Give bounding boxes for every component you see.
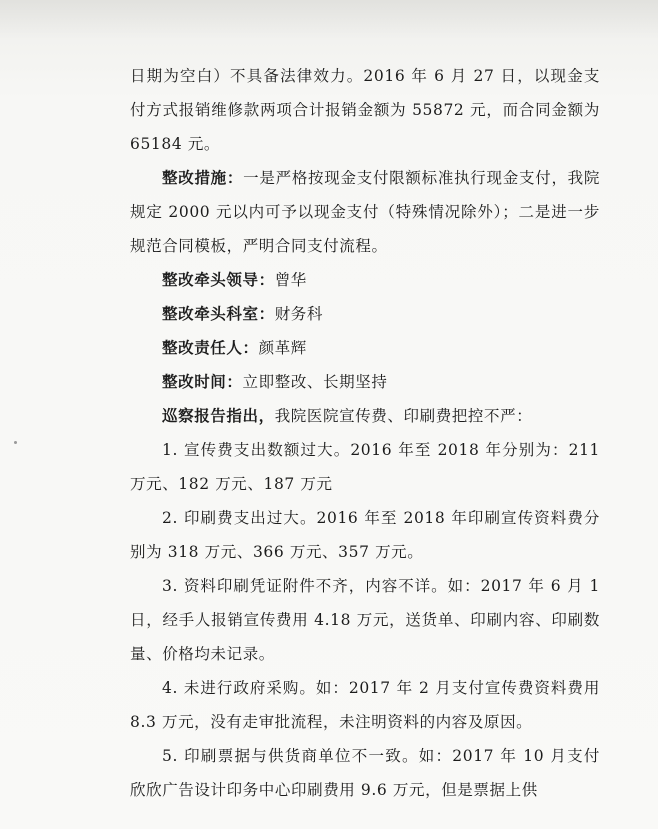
- paragraph-lead-department: [130, 297, 600, 331]
- paragraph-text: 2. 印刷费支出过大。2016 年至 2018 年印刷宣传资料费分别为 318 万元、366 万元、357 万元。: [130, 509, 600, 561]
- section-heading: 整改牵头领导：: [162, 270, 275, 289]
- section-heading: 整改时间：: [162, 372, 243, 391]
- paragraph-text: 4. 未进行政府采购。如：2017 年 2 月支付宣传费资料费用 8.3 万元，没有走审批流程，未注明资料的内容及原因。: [130, 679, 600, 731]
- paragraph-rectification-time: [130, 365, 600, 399]
- paragraph-inspection-report: [130, 399, 600, 433]
- paragraph-text: 财务科: [274, 305, 324, 323]
- section-heading: 整改牵头科室：: [162, 304, 275, 323]
- paragraph-text: 3. 资料印刷凭证附件不齐，内容不详。如：2017 年 6 月 1 日，经手人报销宣传费用 4.18 万元，送货单、印刷内容、印刷数量、价格均未记录。: [130, 577, 600, 663]
- list-item-voucher-attachments: [130, 569, 600, 671]
- list-item-publicity-expense: [130, 433, 600, 501]
- scan-speck: [14, 441, 17, 444]
- section-heading: 整改措施：: [162, 168, 244, 187]
- paragraph-text: 立即整改、长期坚持: [242, 373, 388, 391]
- paragraph-text: 5. 印刷票据与供货商单位不一致。如：2017 年 10 月支付欣欣广告设计印务中心印刷费用 9.6 万元，但是票据上供: [130, 747, 600, 799]
- paragraph-text: 我院医院宣传费、印刷费把控不严：: [274, 407, 533, 425]
- section-heading: 巡察报告指出，: [162, 406, 275, 425]
- paragraph-cash-payment: [130, 59, 600, 161]
- document-body: [130, 59, 600, 807]
- paragraph-text: 日期为空白）不具备法律效力。2016 年 6 月 27 日，以现金支付方式报销维修款两项合计报销金额为 55872 元，而合同金额为 65184 元。: [130, 67, 600, 153]
- scan-shadow: [0, 0, 658, 40]
- paragraph-responsible-person: [130, 331, 600, 365]
- paragraph-text: 颜革辉: [258, 339, 307, 357]
- paragraph-text: 曾华: [274, 271, 307, 289]
- paragraph-rectification-measures: [130, 161, 600, 263]
- list-item-invoice-mismatch: [130, 739, 600, 807]
- list-item-printing-expense: [130, 501, 600, 569]
- list-item-government-procurement: [130, 671, 600, 739]
- paragraph-lead-leader: [130, 263, 600, 297]
- paragraph-text: 一是严格按现金支付限额标准执行现金支付，我院规定 2000 元以内可予以现金支付（特殊情况除外）；二是进一步规范合同模板，严明合同支付流程。: [130, 169, 600, 255]
- paragraph-text: 1. 宣传费支出数额过大。2016 年至 2018 年分别为：211 万元、182 万元、187 万元: [130, 441, 600, 493]
- section-heading: 整改责任人：: [162, 338, 259, 357]
